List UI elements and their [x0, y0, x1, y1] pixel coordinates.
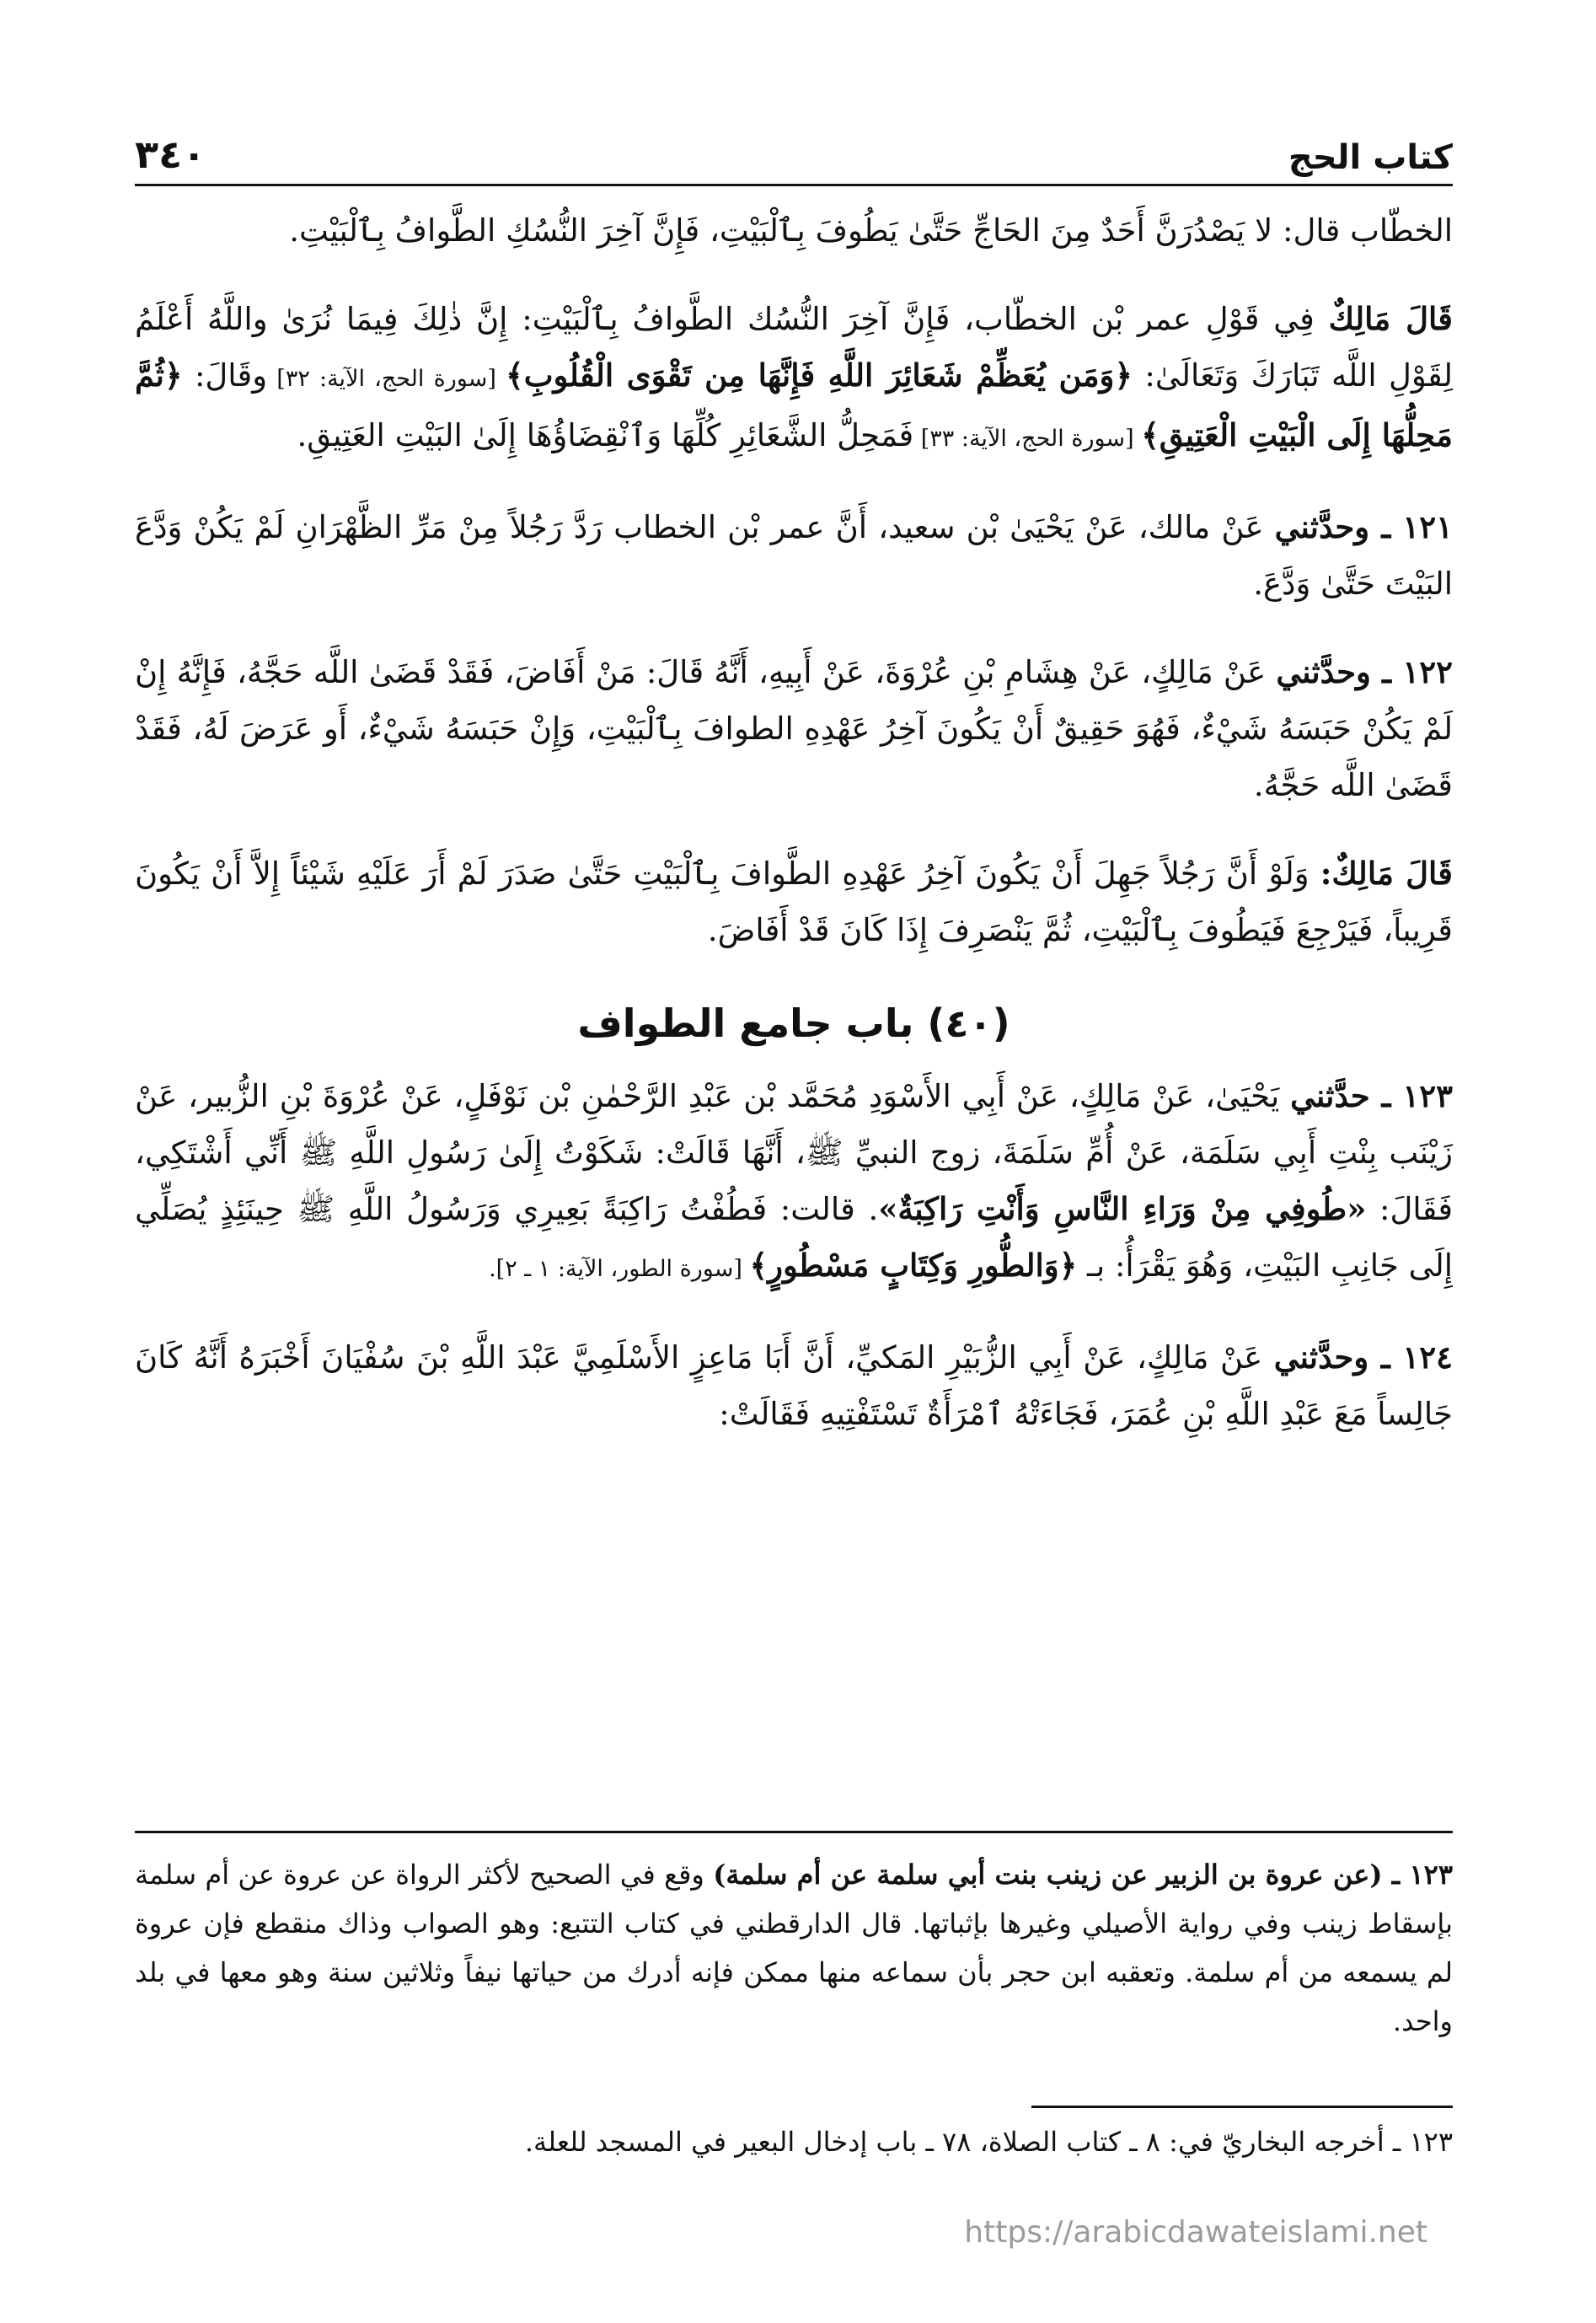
paragraph-lead: قَالَ مَالِكٌ — [1328, 300, 1453, 337]
quran-verse: ﴿وَمَن يُعَظِّمْ شَعَائِرَ اللَّهِ فَإِنَّهَا مِن تَقْوَى الْقُلُوبِ﴾ — [506, 357, 1133, 394]
hadith-number: ١٢١ ـ وحدَّثني — [1274, 508, 1453, 545]
main-text — [135, 202, 1453, 1474]
hadith-text: عَنْ مَالِكٍ، عَنْ هِشَامِ بْنِ عُرْوَةَ، عَنْ أَبِيهِ، أَنَّهُ قَالَ: مَنْ أَفَاضَ، فَقَدْ قَضَىٰ اللَّه حَجَّهُ، فَإِنَّهُ إِنْ لَمْ يَكُنْ حَبَسَهُ شَيْءٌ، فَهُوَ حَقِيقٌ أَنْ يَكُونَ آخِرُ عَهْدِهِ الطوافَ بِٱلْبَيْتِ، وَإِنْ حَبَسَهُ شَيْءٌ، أَو عَرَضَ لَهُ، فَقَدْ قَضَىٰ اللَّه حَجَّهُ. — [135, 654, 1453, 803]
hadith-121 — [135, 499, 1453, 612]
paragraph-text: وَلَوْ أَنَّ رَجُلاً جَهِلَ أَنْ يَكُونَ آخِرُ عَهْدِهِ الطَّوافَ بِٱلْبَيْتِ حَتَّىٰ صَدَرَ لَمْ أَرَ عَلَيْهِ شَيْئاً إِلاَّ أَنْ يَكُونَ قَرِيباً، فَيَرْجِعَ فَيَطُوفَ بِٱلْبَيْتِ، ثُمَّ يَنْصَرِفَ إِذَا كَانَ قَدْ أَفَاضَ. — [135, 856, 1453, 948]
page-header — [135, 101, 1453, 186]
chapter-heading: (٤٠) باب جامع الطواف — [577, 1001, 1010, 1046]
footnote — [135, 1850, 1453, 2046]
paragraph-lead: قَالَ مَالِكٌ: — [1320, 855, 1453, 892]
footnote-divider — [135, 1831, 1453, 1833]
hadith-text: عَنْ مَالِكٍ، عَنْ أَبِي الزُّبَيْرِ المَكيِّ، أَنَّ أَبَا مَاعِزٍ الأَسْلَمِيَّ عَبْدَ اللَّهِ بْنَ سُفْيَانَ أَخْبَرَهُ أَنَّهُ كَانَ جَالِساً مَعَ عَبْدِ اللَّهِ بْنِ عُمَرَ، فَجَاءَتْهُ ٱمْرَأَةٌ تَسْتَفْتِيهِ فَقَالَتْ: — [135, 1339, 1453, 1432]
verse-citation: [سورة الطور، الآية: ١ ـ ٢]. — [489, 1256, 750, 1282]
quran-verse: ﴿ثُمَّ مَحِلُّهَا إِلَى الْبَيْتِ الْعَتِيقِ﴾ — [135, 357, 1453, 453]
source-divider — [1031, 2106, 1453, 2108]
book-title: كتاب الحج — [1288, 138, 1453, 177]
paragraph-malik-ruling — [135, 845, 1453, 958]
source-note: ١٢٣ ـ أخرجه البخاريّ في: ٨ ـ كتاب الصلاة، ٧٨ ـ باب إدخال البعير في المسجد للعلة. — [524, 2126, 1453, 2158]
quran-verse: ﴿وَالطُّورِ وَكِتَابٍ مَسْطُورٍ﴾ — [749, 1247, 1078, 1284]
paragraph-continuation — [135, 202, 1453, 259]
hadith-number: ١٢٣ ـ حدَّثني — [1290, 1077, 1454, 1114]
paragraph-text: وقَالَ: — [182, 357, 268, 394]
hadith-number: ١٢٢ ـ وحدَّثني — [1276, 653, 1453, 690]
watermark-url: https://arabicdawateislami.net — [964, 2215, 1427, 2250]
footnote-text: وقع في الصحيح لأكثر الرواة عن عروة عن أم سلمة بإسقاط زينب وفي رواية الأصيلي وغيرها بإثباتها. قال الدارقطني في كتاب التتبع: وهو الصواب وذاك منقطع فإن عروة لم يسمعه من أم سلمة. وتعقبه ابن حجر بأن سماعه منها ممكن فإنه أدرك من حياتها نيفاً وثلاثين سنة وهو معها في بلد واحد. — [135, 1859, 1454, 2037]
hadith-text: يَحْيَىٰ، عَنْ مَالِكٍ، عَنْ أَبِي الأَسْوَدِ مُحَمَّد بْن عَبْدِ الرَّحْمٰنِ بْن نَوْفَلٍ، عَنْ عُرْوَةَ بْنِ الزُّبير، عَنْ زَيْنَب بِنْتِ أَبِي سَلَمَة، عَنْ أُمِّ سَلَمَةَ، زوج النبيِّ ﷺ، أَنَّهَا قَالَتْ: شَكَوْتُ إِلَىٰ رَسُولِ اللَّهِ ﷺ أَنِّي أَشْتَكِي، فَقَالَ: — [135, 1078, 1454, 1227]
hadith-text: . قالت: فَطُفْتُ رَاكِبَةً بَعِيرِي وَرَسُولُ اللَّهِ ﷺ حِينَئِذٍ يُصَلِّي إِلَى جَانِبِ البَيْتِ، وَهُوَ يَقْرَأُ: بـ — [135, 1191, 1453, 1284]
footnote-lead: ١٢٣ ـ (عن عروة بن الزبير عن زينب بنت أبي سلمة عن أم سلمة) — [713, 1859, 1454, 1891]
hadith-text: عَنْ مالك، عَنْ يَحْيَىٰ بْن سعيد، أَنَّ عمر بْن الخطاب رَدَّ رَجُلاً مِنْ مَرِّ الظَّهْرَانِ لَمْ يَكُنْ وَدَّعَ البَيْتَ حَتَّىٰ وَدَّعَ. — [135, 509, 1453, 602]
verse-citation: [سورة الحج، الآية: ٣٢] — [267, 366, 506, 392]
verse-citation: [سورة الحج، الآية: ٣٣] — [913, 426, 1142, 452]
page-number: ٣٤٠ — [135, 131, 206, 177]
prophetic-quote: «طُوفِي مِنْ وَرَاءِ النَّاسِ وَأَنْتِ رَاكِبَةٌ» — [878, 1190, 1367, 1227]
paragraph-text: فَمَحِلُّ الشَّعَائِرِ كُلِّهَا وَٱنْقِضَاؤُهَا إِلَىٰ البَيْتِ العَتِيقِ. — [297, 417, 914, 453]
paragraph-text: فِي قَوْلِ عمر بْن الخطّاب، فَإِنَّ آخِرَ النُّسُك الطَّوافُ بِٱلْبَيْتِ: إِنَّ ذٰلِكَ فِيمَا نُرَىٰ واللَّهُ أَعْلَمُ لِقَوْلِ اللَّه تَبَارَكَ وَتَعَالَىٰ: — [135, 301, 1454, 394]
hadith-123 — [135, 1068, 1453, 1297]
hadith-124 — [135, 1329, 1453, 1442]
hadith-number: ١٢٤ ـ وحدَّثني — [1273, 1339, 1453, 1376]
paragraph-malik-commentary — [135, 291, 1453, 467]
hadith-122 — [135, 644, 1453, 813]
paragraph-text: الخطّاب قال: لا يَصْدُرَنَّ أَحَدٌ مِنَ الحَاجِّ حَتَّىٰ يَطُوفَ بِٱلْبَيْتِ، فَإِنَّ آخِرَ النُّسُكِ الطَّوافُ بِٱلْبَيْتِ. — [289, 212, 1453, 249]
